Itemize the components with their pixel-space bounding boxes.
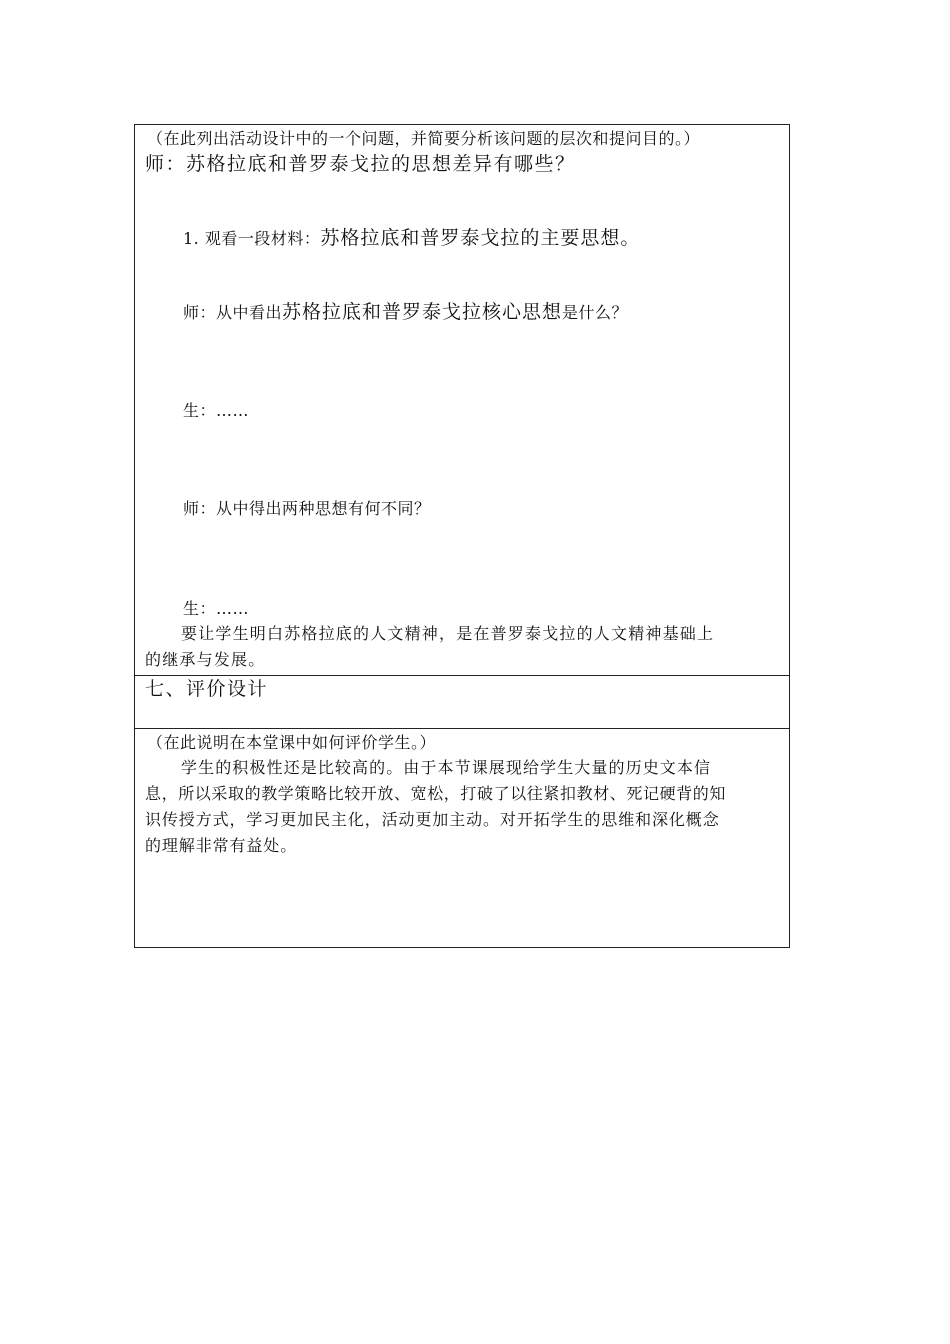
conclusion-line-1: 要让学生明白苏格拉底的人文精神，是在普罗泰戈拉的人文精神基础上 <box>181 624 715 643</box>
lesson-plan-table <box>134 124 790 948</box>
activity-design-cell <box>135 125 789 675</box>
question-1-core: 苏格拉底和普罗泰戈拉核心思想 <box>282 301 563 323</box>
evaluation-design-cell <box>135 728 789 947</box>
step-1-prefix: 1. 观看一段材料： <box>183 229 321 248</box>
evaluation-paragraph-line-2: 息，所以采取的教学策略比较开放、宽松，打破了以往紧扣教材、死记硬背的知 <box>145 784 727 803</box>
evaluation-paragraph-line-4: 的理解非常有益处。 <box>145 836 298 855</box>
activity-instruction: （在此列出活动设计中的一个问题，并简要分析该问题的层次和提问目的。） <box>147 129 701 148</box>
evaluation-paragraph-line-1: 学生的积极性还是比较高的。由于本节课展现给学生大量的历史文本信 <box>181 758 712 777</box>
step-1 <box>183 229 640 248</box>
evaluation-heading: 七、评价设计 <box>145 678 269 700</box>
question-1-prefix: 师：从中看出 <box>183 303 283 322</box>
evaluation-heading-cell <box>135 675 789 728</box>
teacher-question: 师：苏格拉底和普罗泰戈拉的思想差异有哪些？ <box>145 153 576 175</box>
student-answer-1: 生：…… <box>183 401 250 420</box>
question-1 <box>183 303 628 322</box>
conclusion-line-2: 的继承与发展。 <box>145 650 266 669</box>
evaluation-paragraph-line-3: 识传授方式，学习更加民主化，活动更加主动。对开拓学生的思维和深化概念 <box>145 810 720 829</box>
evaluation-instruction: （在此说明在本堂课中如何评价学生。） <box>147 733 437 752</box>
step-1-text: 苏格拉底和普罗泰戈拉的主要思想。 <box>320 227 641 249</box>
question-2: 师：从中得出两种思想有何不同？ <box>183 499 431 518</box>
question-1-suffix: 是什么？ <box>562 303 629 322</box>
student-answer-2: 生：…… <box>183 599 250 618</box>
